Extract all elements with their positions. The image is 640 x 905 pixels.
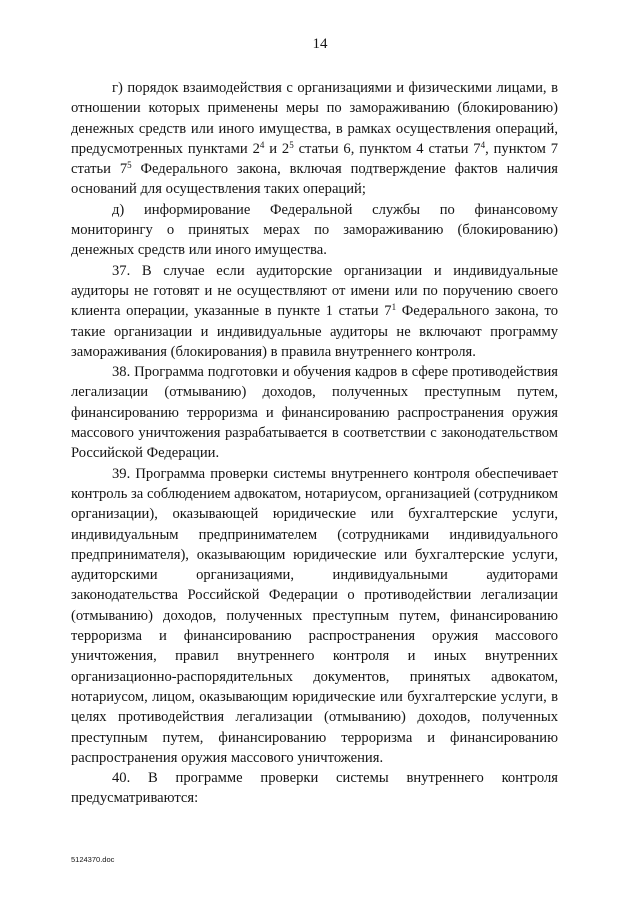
superscript-index: 4 — [259, 139, 265, 150]
paragraph-37: 37. В случае если аудиторские организации и индивидуальные аудиторы не готовят и не осуществляют от имени или по поручению своего клиента операции, указанные в пункте 1 статьи $7^1$ Федерального закона, то такие организации и индивидуальные аудиторы не включают программу замораживания (блокирования) в правила внутреннего контроля. — [71, 262, 558, 360]
superscript-index: 4 — [480, 139, 486, 150]
superscript-index: 1 — [391, 302, 397, 313]
paragraph-40: 40. В программе проверки системы внутреннего контроля предусматриваются: — [71, 770, 558, 807]
paragraph-38: 38. Программа подготовки и обучения кадров в сфере противодействия легализации (отмыванию) доходов, полученных преступным путем, финансированию терроризма и финансированию распространения оружия массового уничтожения разрабатывается в соответствии с законодательством Российской Федерации. — [71, 364, 558, 462]
file-name-footer: 5124370.doc — [71, 855, 115, 864]
paragraph-d: д) информирование Федеральной службы по финансовому мониторингу о принятых мерах по замораживанию (блокированию) денежных средств или иного имущества. — [71, 201, 558, 259]
page-number: 14 — [312, 36, 328, 52]
paragraph-g: г) порядок взаимодействия с организациями и физическими лицами, в отношении которых применены меры по замораживанию (блокированию) денежных средств или иного имущества, в рамках осуществления операций, предусмотренных пунктами $2^4$ и $2^5$ статьи 6, пунктом 4 статьи $7^4$, пунктом 7 статьи $7^5$ Федерального закона, включая подтверждение фактов наличия оснований для осуществления таких операций; — [71, 80, 559, 198]
superscript-index: 5 — [289, 139, 294, 150]
body-text — [71, 78, 558, 809]
paragraph-39: 39. Программа проверки системы внутреннего контроля обеспечивает контроль за соблюдением адвокатом, нотариусом, организацией (сотрудником организации), оказывающей юридические или бухгалтерские услуги, индивидуальным предпринимателем (сотрудниками индивидуального предпринимателя), оказывающим юридические или бухгалтерские услуги, аудиторскими организациями, индивидуальными аудиторами законодательства Российской Федерации о противодействии легализации (отмыванию) доходов, полученных преступным путем, финансированию терроризма и финансированию распространения оружия массового уничтожения, правил внутреннего контроля и иных внутренних организационно-распорядительных документов, принятых адвокатом, нотариусом, лицом, оказывающим юридические или бухгалтерские услуги, в целях противодействия легализации (отмыванию) доходов, полученных преступным путем, финансированию терроризма и финансированию распространения оружия массового уничтожения. — [71, 465, 558, 766]
superscript-index: 5 — [127, 160, 132, 171]
